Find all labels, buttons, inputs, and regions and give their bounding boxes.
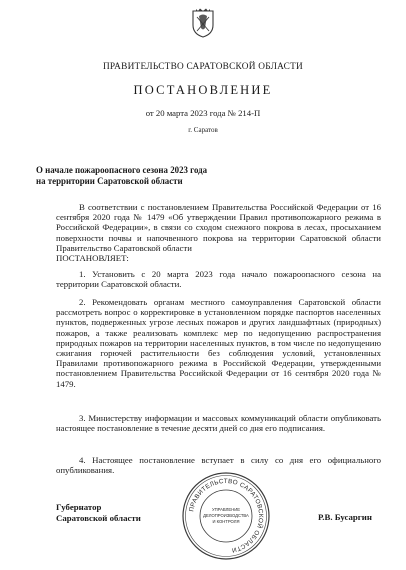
document-title: [36, 165, 207, 187]
preamble-paragraph: В соответствии с постановлением Правительства Российской Федерации от 16 сентября 2020 года № 1479 «Об утверждении Правил противопожарного режима в Российской Федерации», в связи со сходом снежного покрова в лесах, просыханием поверхности почвы и напочвенного покрова на территории Саратовской области Правительство Саратовской области: [56, 202, 381, 253]
city: г. Саратов: [188, 126, 218, 134]
organization-name: ПРАВИТЕЛЬСТВО САРАТОВСКОЙ ОБЛАСТИ: [102, 62, 304, 72]
signatory-name: Р.В. Бусаргин: [318, 512, 372, 522]
item-4: 4. Настоящее постановление вступает в силу со дня его официального опубликования.: [56, 455, 381, 476]
postanovlyaet-word: ПОСТАНОВЛЯЕТ:: [56, 253, 129, 264]
seal-inner-line-1: УПРАВЛЕНИЕ: [211, 507, 241, 512]
signatory-position: Губернатор Саратовской области: [56, 502, 141, 523]
document-type: ПОСТАНОВЛЕНИЕ: [133, 83, 273, 97]
official-seal: [181, 471, 271, 561]
item-3: 3. Министерству информации и массовых коммуникаций области опубликовать настоящее постановление в течение десяти дней со дня его подписания.: [56, 413, 381, 434]
seal-inner-line-2: ДЕЛОПРОИЗВОДСТВА: [203, 513, 249, 518]
seal-outer-text: ПРАВИТЕЛЬСТВО САРАТОВСКОЙ ОБЛАСТИ: [188, 477, 265, 554]
date-and-number: от 20 марта 2023 года № 214-П: [145, 108, 261, 118]
item-1: 1. Установить с 20 марта 2023 года начало пожароопасного сезона на территории Саратовской области.: [56, 269, 381, 290]
seal-inner-line-3: И КОНТРОЛЯ: [212, 519, 240, 524]
item-2: 2. Рекомендовать органам местного самоуправления Саратовской области рассмотреть вопрос о корректировке в установленном порядке паспортов населенных пунктов, подверженных угрозе лесных пожаров и других ландшафтных (природных) пожаров, а также реализовать комплекс мер по недопущению распространения природных пожаров на территории населенных пунктов, в том числе по недопущению сжигания горючей растительности без соблюдения условий, установленных Правилами противопожарного режима в Российской Федерации, утвержденными постановлением Правительства Российской Федерации от 16 сентября 2020 года № 1479.: [56, 297, 381, 389]
saratov-coat-of-arms-icon: [190, 8, 216, 38]
title-line-2: на территории Саратовской области: [36, 176, 183, 186]
title-line-1: О начале пожароопасного сезона 2023 года: [36, 165, 208, 175]
preamble-block: [56, 202, 381, 263]
